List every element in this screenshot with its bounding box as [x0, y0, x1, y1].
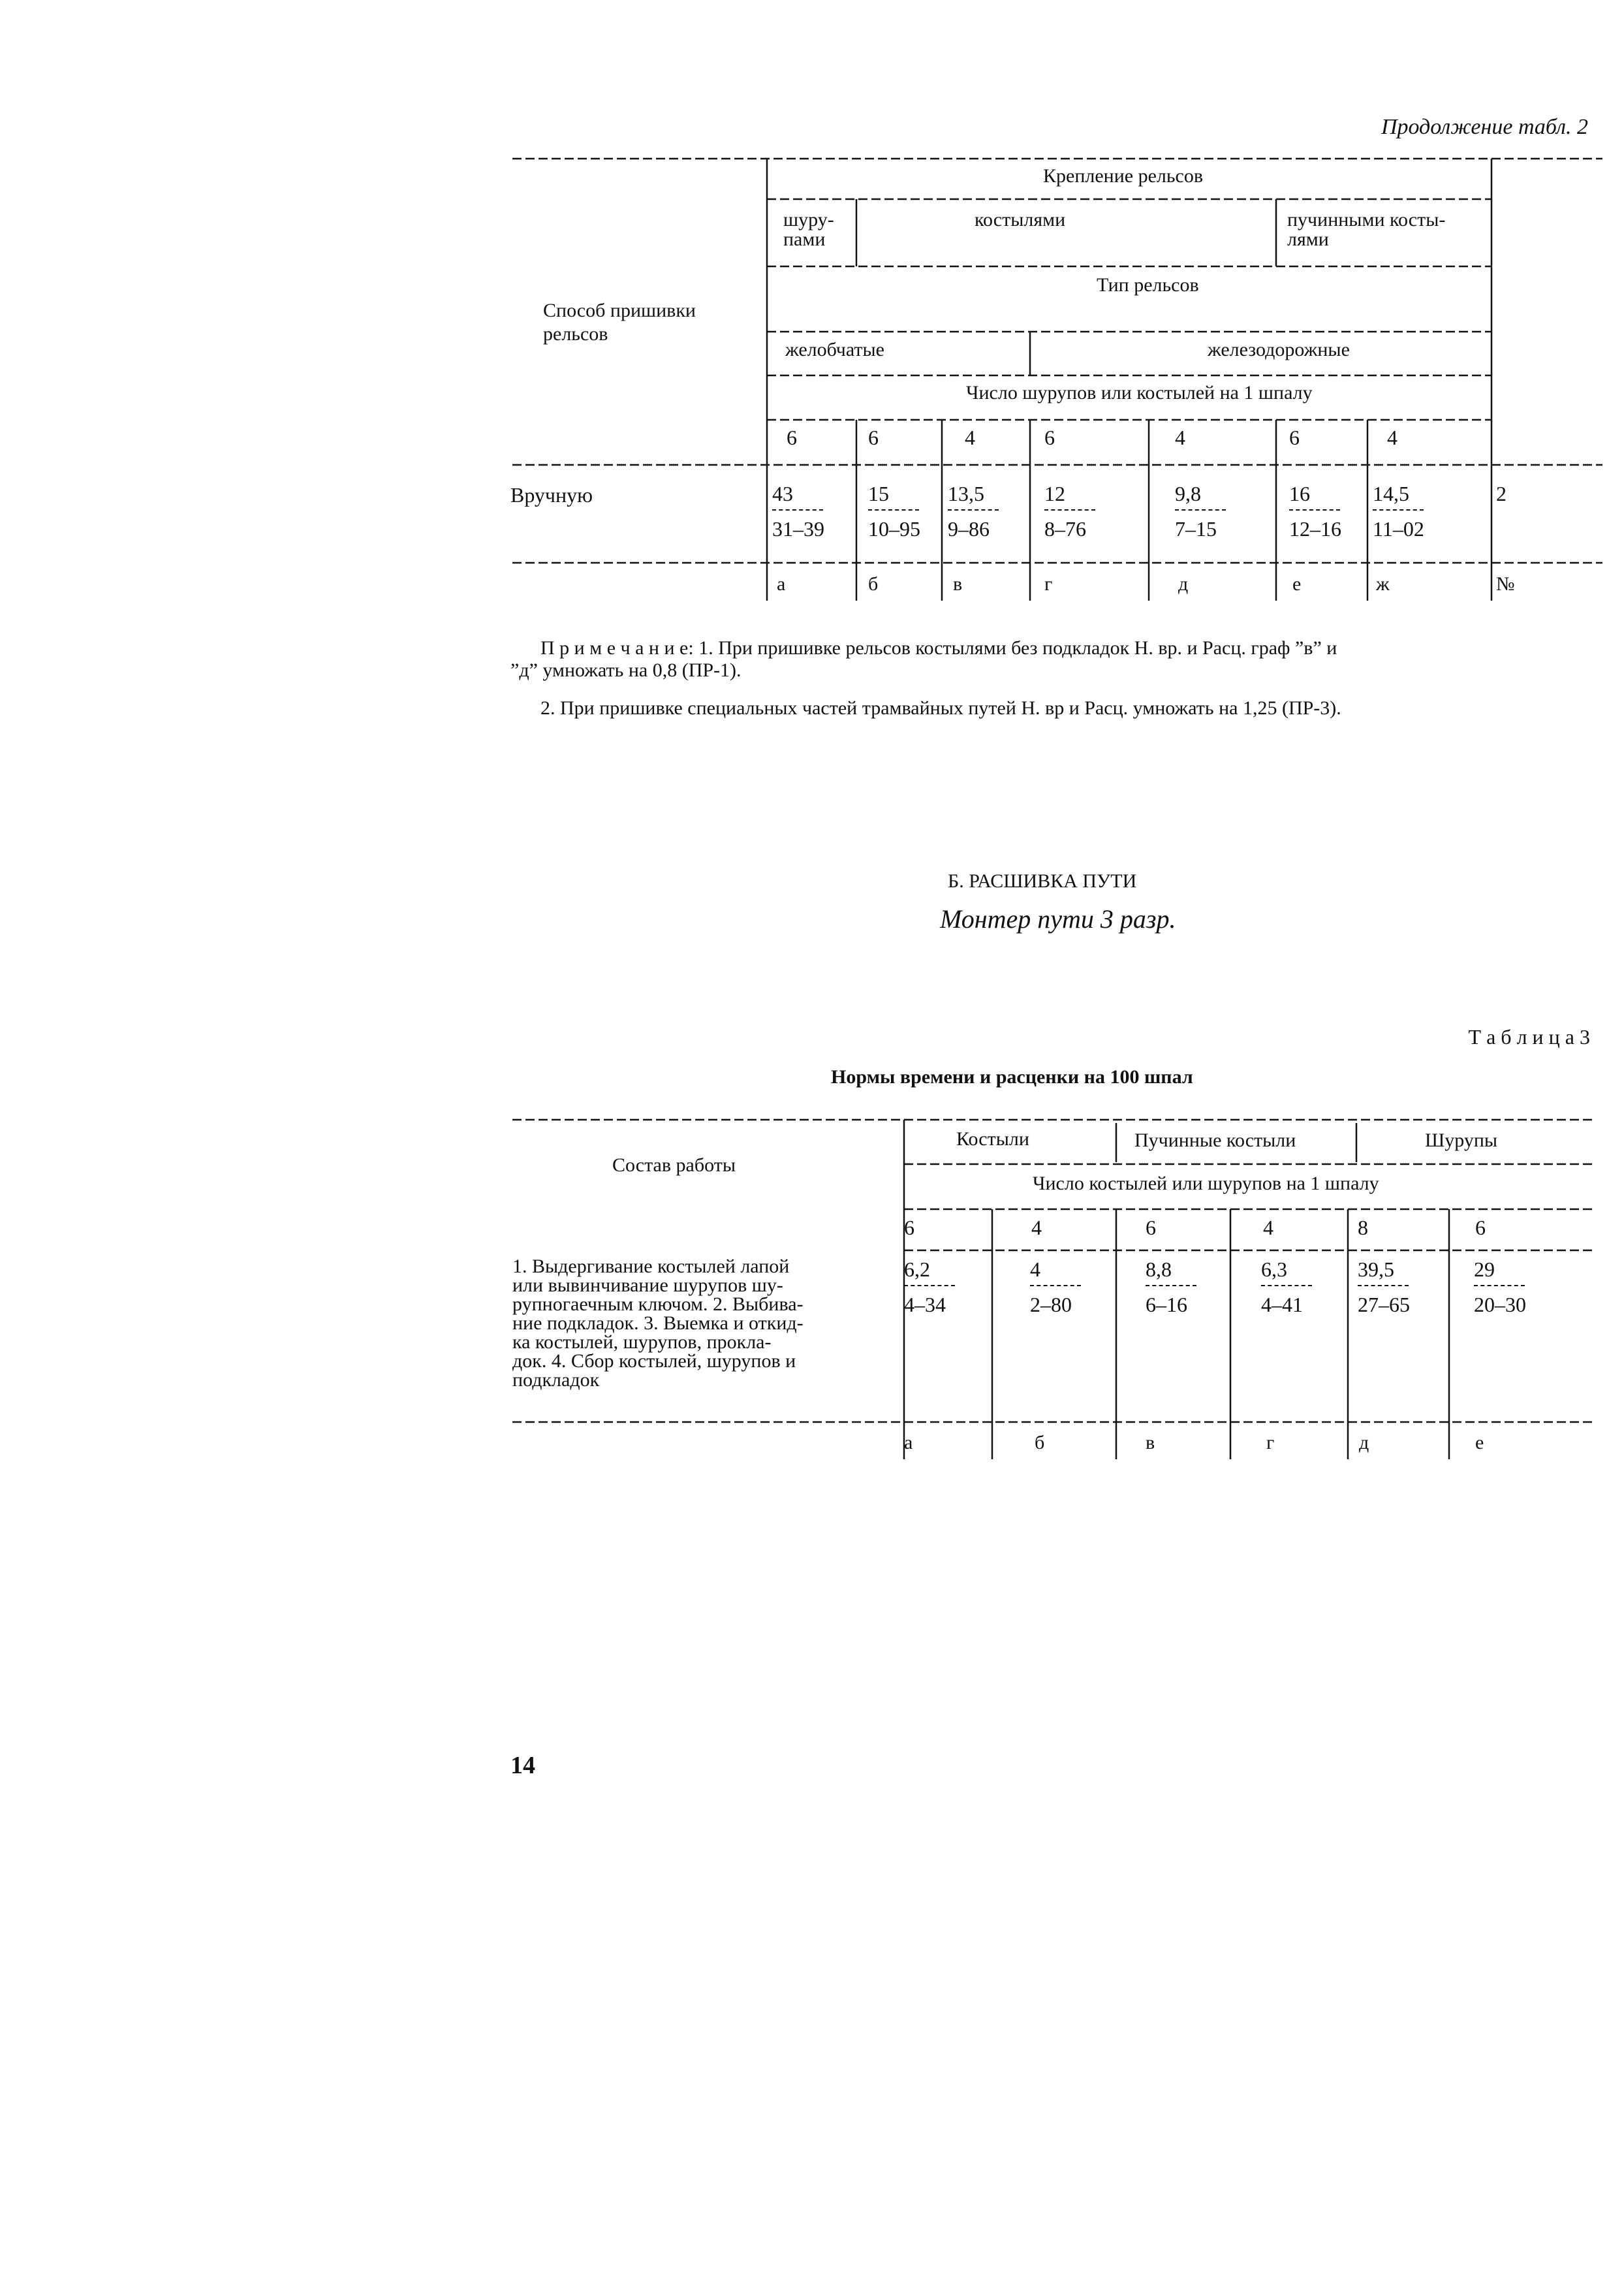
- by-screws-header: шуру- пами: [783, 209, 834, 250]
- rate-value: 8–76: [1044, 517, 1086, 541]
- norm-value: 8,8: [1146, 1257, 1172, 1281]
- section-title: Б. РАСШИВКА ПУТИ: [948, 870, 1137, 892]
- note-1-line-2: ”д” умножать на 0,8 (ПР-1).: [510, 659, 742, 681]
- norm-value: 43: [772, 482, 793, 505]
- rate-value: 12–16: [1289, 517, 1341, 541]
- rate-value: 6–16: [1146, 1293, 1187, 1316]
- value-cell: [1146, 1259, 1208, 1315]
- value-cell: [1175, 483, 1237, 539]
- work-line: ние подкладок. 3. Выемка и откид-: [512, 1312, 804, 1334]
- work-line: 1. Выдергивание костылей лапой: [512, 1256, 790, 1277]
- value-cell: [868, 483, 930, 539]
- note-1-text: 1. При пришивке рельсов костылями без подкладок Н. вр. и Расц. граф ”в” и: [698, 637, 1337, 659]
- rate-value: 7–15: [1175, 517, 1217, 541]
- column-letter: г: [1044, 573, 1053, 595]
- column-letter: б: [868, 573, 879, 595]
- value-cell: [772, 483, 834, 539]
- table-label: Т а б л и ц а 3: [1468, 1025, 1590, 1049]
- column-letter: а: [777, 573, 786, 595]
- note-2: 2. При пришивке специальных частей трамвайных путей Н. вр и Расц. умножать на 1,25 (ПР-3).: [540, 697, 1341, 719]
- railway-header: железодорожные: [1208, 339, 1350, 360]
- norm-value: 39,5: [1358, 1257, 1394, 1281]
- count-cell: 4: [1387, 426, 1398, 449]
- norm-value: 29: [1474, 1257, 1495, 1281]
- continuation-label: Продолжение табл. 2: [1381, 115, 1588, 139]
- row-header: Состав работы: [612, 1154, 736, 1176]
- row-header: Способ пришивки рельсов: [543, 300, 696, 345]
- worker-title: Монтер пути 3 разр.: [940, 904, 1176, 934]
- count-header: Число костылей или шурупов на 1 шпалу: [1033, 1173, 1379, 1194]
- norm-value: 12: [1044, 482, 1065, 505]
- by-spikes-header: костылями: [975, 209, 1066, 230]
- norm-value: 4: [1030, 1257, 1040, 1281]
- rate-value: 20–30: [1474, 1293, 1526, 1316]
- count-cell: 4: [1175, 426, 1185, 449]
- count-cell: 4: [1031, 1216, 1042, 1239]
- count-header: Число шурупов или костылей на 1 шпалу: [966, 382, 1313, 403]
- rate-value: 4–41: [1261, 1293, 1303, 1316]
- number-sign: №: [1496, 573, 1515, 595]
- table-title: Нормы времени и расценки на 100 шпал: [831, 1066, 1193, 1088]
- column-letter: е: [1475, 1432, 1484, 1453]
- work-line: ка костылей, шурупов, прокла-: [512, 1331, 772, 1353]
- rate-value: 10–95: [868, 517, 920, 541]
- work-description: [512, 1257, 878, 1389]
- norm-value: 15: [868, 482, 889, 505]
- column-letter: б: [1035, 1432, 1045, 1453]
- count-cell: 6: [904, 1216, 914, 1239]
- count-cell: 6: [787, 426, 797, 449]
- note-1-line-1: [540, 639, 1337, 658]
- by-bundle-spikes-header: пучинными косты- лями: [1287, 209, 1446, 250]
- norm-value: 6,3: [1261, 1257, 1287, 1281]
- count-cell: 6: [1146, 1216, 1156, 1239]
- rate-value: 27–65: [1358, 1293, 1410, 1316]
- count-cell: 4: [1263, 1216, 1273, 1239]
- column-letter: д: [1178, 573, 1189, 595]
- rate-value: 2–80: [1030, 1293, 1072, 1316]
- count-cell: 6: [1475, 1216, 1486, 1239]
- count-cell: 8: [1358, 1216, 1368, 1239]
- norm-value: 13,5: [948, 482, 984, 505]
- count-cell: 6: [868, 426, 879, 449]
- rate-value: 4–34: [904, 1293, 946, 1316]
- screws-header: Шурупы: [1425, 1130, 1498, 1151]
- count-cell: 4: [965, 426, 975, 449]
- norm-value: 16: [1289, 482, 1310, 505]
- value-cell: [1474, 1259, 1536, 1315]
- rate-value: 11–02: [1373, 517, 1424, 541]
- note-label: П р и м е ч а н и е:: [540, 637, 694, 659]
- row-number: 2: [1496, 482, 1507, 505]
- work-line: или вывинчивание шурупов шу-: [512, 1274, 783, 1296]
- column-letter: в: [953, 573, 963, 595]
- bundle-spikes-header: Пучинные костыли: [1134, 1130, 1296, 1151]
- fastening-header: Крепление рельсов: [1043, 165, 1204, 187]
- column-letter: а: [904, 1432, 913, 1453]
- work-line: рупногаечным ключом. 2. Выбива-: [512, 1293, 804, 1315]
- value-cell: [1261, 1259, 1323, 1315]
- value-cell: [1289, 483, 1351, 539]
- count-cell: 6: [1289, 426, 1300, 449]
- value-cell: [948, 483, 1010, 539]
- rate-value: 31–39: [772, 517, 824, 541]
- spikes-header: Костыли: [956, 1128, 1029, 1150]
- norm-value: 6,2: [904, 1257, 930, 1281]
- rail-type-header: Тип рельсов: [1097, 274, 1199, 296]
- grooved-header: желобчатые: [785, 339, 884, 360]
- column-letter: г: [1266, 1432, 1275, 1453]
- count-cell: 6: [1044, 426, 1055, 449]
- value-cell: [1030, 1259, 1092, 1315]
- work-line: подкладок: [512, 1369, 600, 1391]
- value-cell: [1044, 483, 1106, 539]
- page-number: 14: [510, 1752, 535, 1779]
- column-letter: д: [1359, 1432, 1369, 1453]
- work-line: док. 4. Сбор костылей, шурупов и: [512, 1350, 796, 1372]
- norm-value: 9,8: [1175, 482, 1201, 505]
- column-letter: ж: [1376, 573, 1390, 595]
- value-cell: [904, 1259, 966, 1315]
- column-letter: в: [1146, 1432, 1155, 1453]
- norm-value: 14,5: [1373, 482, 1409, 505]
- row-label: Вручную: [510, 483, 593, 507]
- value-cell: [1373, 483, 1435, 539]
- column-letter: е: [1292, 573, 1302, 595]
- value-cell: [1358, 1259, 1420, 1315]
- rate-value: 9–86: [948, 517, 990, 541]
